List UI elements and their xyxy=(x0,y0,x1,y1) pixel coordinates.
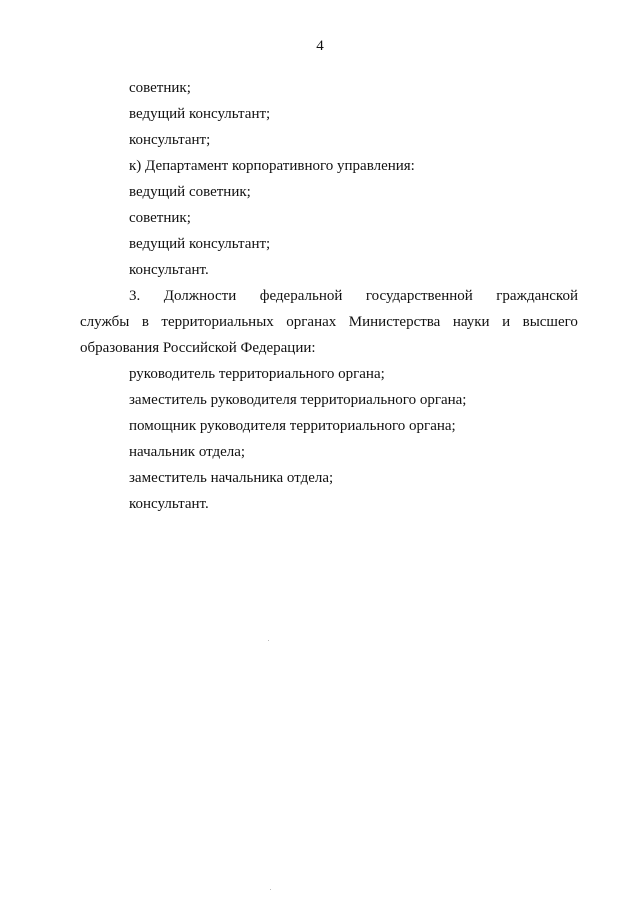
scan-speck xyxy=(270,889,271,890)
list-item: советник; xyxy=(129,210,191,226)
paragraph-word: гражданской xyxy=(496,288,578,304)
list-item: консультант. xyxy=(129,496,209,512)
paragraph-word: Должности xyxy=(163,288,237,304)
paragraph-3-line-3: образования Российской Федерации: xyxy=(80,340,316,356)
list-item: начальник отдела; xyxy=(129,444,246,460)
list-item: консультант; xyxy=(129,132,211,148)
scan-speck xyxy=(268,640,269,641)
paragraph-word: службы xyxy=(80,314,130,330)
department-heading: к) Департамент корпоративного управления: xyxy=(129,158,415,174)
paragraph-3-line-2 xyxy=(80,313,578,331)
paragraph-3-line-1 xyxy=(129,287,578,305)
paragraph-word: территориальных xyxy=(161,314,274,330)
paragraph-word: органах xyxy=(286,314,337,330)
paragraph-word: 3. xyxy=(129,288,141,304)
paragraph-word: федеральной xyxy=(259,288,343,304)
paragraph-word: государственной xyxy=(365,288,473,304)
paragraph-word: в xyxy=(141,314,149,330)
list-item: ведущий консультант; xyxy=(129,106,271,122)
list-item: помощник руководителя территориального органа; xyxy=(129,418,456,434)
list-item: консультант. xyxy=(129,262,209,278)
list-item: заместитель начальника отдела; xyxy=(129,470,334,486)
list-item: ведущий советник; xyxy=(129,184,251,200)
paragraph-word: Министерства xyxy=(348,314,441,330)
page-number: 4 xyxy=(316,38,324,54)
paragraph-word: высшего xyxy=(522,314,578,330)
list-item: заместитель руководителя территориального органа; xyxy=(129,392,467,408)
list-item: ведущий консультант; xyxy=(129,236,271,252)
list-item: советник; xyxy=(129,80,191,96)
paragraph-word: науки xyxy=(452,314,490,330)
list-item: руководитель территориального органа; xyxy=(129,366,385,382)
paragraph-word: и xyxy=(502,314,511,330)
